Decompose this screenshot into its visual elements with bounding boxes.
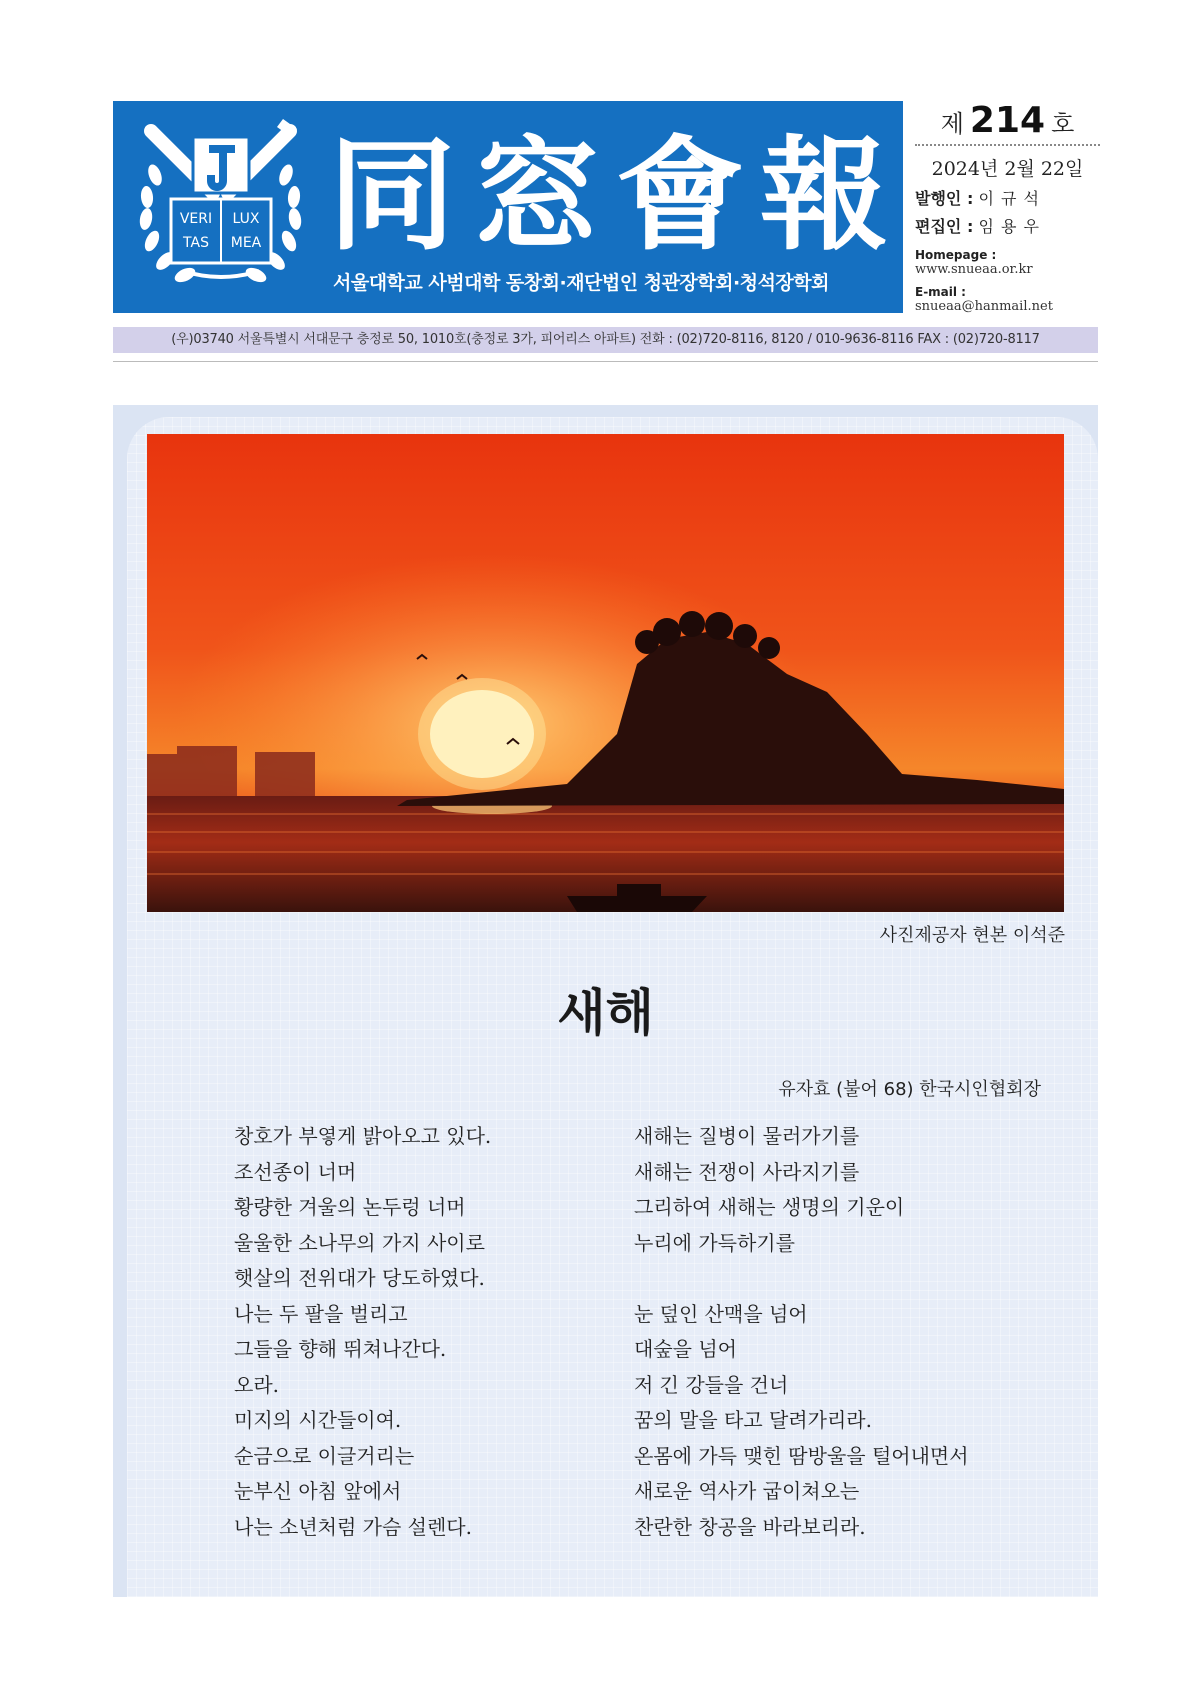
feature-panel [113,405,1098,1597]
poem-line: 온몸에 가득 맺힌 땀방울을 털어내면서 [634,1443,969,1468]
poem-line: 창호가 부옇게 밝아오고 있다. [234,1124,492,1148]
editor-name: 임 용 우 [978,217,1040,236]
poem-line: 나는 소년처럼 가슴 설렌다. [234,1514,472,1539]
poem-line: 오라. [234,1372,279,1397]
title-char: 同 [328,124,457,268]
poem-line: 저 긴 강들을 건너 [634,1372,789,1397]
stanza-break [634,1261,969,1297]
issue-info [915,100,1100,314]
title-char: 報 [759,124,888,268]
emblem-text: VERI [179,211,213,227]
poem-line: 누리에 가득하기를 [634,1230,795,1255]
publisher-name: 이 규 석 [978,189,1040,208]
poem-line: 조선종이 너머 [234,1159,357,1184]
poem-line: 햇살의 전위대가 당도하였다. [234,1266,485,1290]
poem-column-left [234,1119,491,1545]
emblem-text: LUX [232,211,260,227]
poem-line: 순금으로 이글거리는 [234,1443,415,1468]
issue-suffix: 호 [1051,110,1075,138]
email-link[interactable]: snueaa@hanmail.net [915,299,1053,314]
poem-line: 눈부신 아침 앞에서 [234,1479,402,1503]
poem-line: 대숲을 넘어 [634,1337,737,1361]
poem-line: 새해는 질병이 물러가기를 [634,1124,860,1148]
poem-line: 미지의 시간들이여. [234,1408,402,1432]
organization-line: 서울대학교 사범대학 동창회·재단법인 청관장학회·청석장학회 [333,272,829,294]
poem-line: 눈 덮인 산맥을 넘어 [634,1301,808,1326]
poem-line: 꿈의 말을 타고 달려가리라. [634,1408,872,1432]
poem-title: 새해 [557,984,654,1042]
homepage-link[interactable]: www.snueaa.or.kr [915,262,1033,277]
masthead [113,101,903,313]
newspaper-title [328,121,888,271]
poem-line: 나는 두 팔을 벌리고 [234,1301,408,1326]
issue-prefix: 제 [940,110,964,138]
editor-label: 편집인 : [915,217,974,236]
issue-number [915,100,1100,146]
sunset-island-photo [147,434,1064,912]
issue-number-value: 214 [969,100,1046,141]
poem-line: 새해는 전쟁이 사라지기를 [634,1159,860,1184]
university-emblem-icon [133,115,308,295]
publisher-label: 발행인 : [915,189,974,208]
emblem-text: TAS [183,235,209,251]
poem-line: 그들을 향해 뛰쳐나간다. [234,1337,447,1361]
poem-column-right [634,1119,969,1545]
poem-line: 울울한 소나무의 가지 사이로 [234,1230,485,1255]
title-char: 會 [615,124,744,268]
poem-line: 황량한 겨울의 논두렁 너머 [234,1195,466,1219]
title-char: 窓 [471,124,600,268]
editor-row [915,214,1100,240]
publisher-row [915,186,1100,212]
issue-date: 2024년 2월 22일 [931,158,1084,180]
divider [113,361,1098,362]
poem-author: 유자효 (불어 68) 한국시인협회장 [778,1079,1041,1100]
poem-line: 그리하여 새해는 생명의 기운이 [634,1195,905,1219]
email-label: E-mail : [915,285,966,299]
poem-line: 찬란한 창공을 바라보리라. [634,1514,866,1539]
photo-credit: 사진제공자 현본 이석준 [879,925,1065,946]
address-bar: (우)03740 서울특별시 서대문구 충정로 50, 1010호(충정로 3가, 피어리스 아파트) 전화 : (02)720-8116, 8120 / 010-9636-8116 FAX : (02)720-8117 [113,327,1098,353]
emblem-text: MEA [230,235,262,251]
poem-line: 새로운 역사가 굽이쳐오는 [634,1479,860,1503]
homepage-label: Homepage : [915,248,997,262]
